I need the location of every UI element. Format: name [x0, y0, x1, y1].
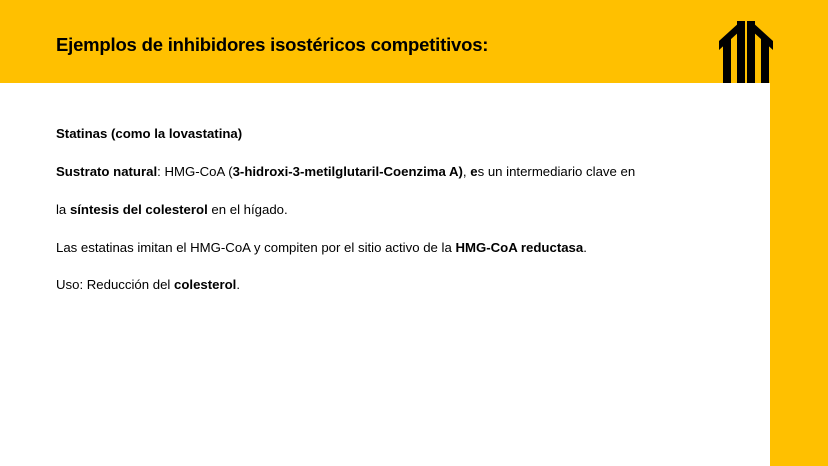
use-bold: colesterol	[174, 277, 237, 292]
synthesis-text-1: la	[56, 202, 70, 217]
synthesis-bold: síntesis del colesterol	[69, 202, 208, 217]
mechanism-bold: HMG-CoA reductasa	[455, 240, 584, 255]
mechanism-text-2: .	[583, 240, 587, 255]
substrate-text-3: s un intermediario clave en	[477, 164, 636, 179]
substrate-bold-name: 3-hidroxi-3-metilglutaril-Coenzima A)	[232, 164, 463, 179]
substrate-text-1: : HMG-CoA (	[157, 164, 233, 179]
use-line	[56, 277, 240, 292]
statins-heading-text: Statinas (como la lovastatina)	[56, 126, 243, 141]
statins-heading	[56, 126, 242, 141]
slide-title: Ejemplos de inhibidores isostéricos competitivos:	[56, 34, 489, 55]
double-up-arrow-logo-icon	[719, 19, 773, 83]
mechanism-text-1: Las estatinas imitan el HMG-CoA y compiten por el sitio activo de la	[56, 240, 456, 255]
substrate-bold-e: e	[470, 164, 478, 179]
substrate-text-2: ,	[462, 164, 471, 179]
use-text-2: .	[236, 277, 241, 292]
use-text-1: Uso: Reducción del	[56, 277, 175, 292]
synthesis-text-2: en el hígado.	[207, 202, 288, 217]
synthesis-line	[56, 202, 288, 217]
substrate-line	[56, 164, 635, 179]
substrate-label: Sustrato natural	[56, 164, 158, 179]
mechanism-line	[56, 240, 587, 255]
side-accent-strip	[770, 83, 828, 466]
